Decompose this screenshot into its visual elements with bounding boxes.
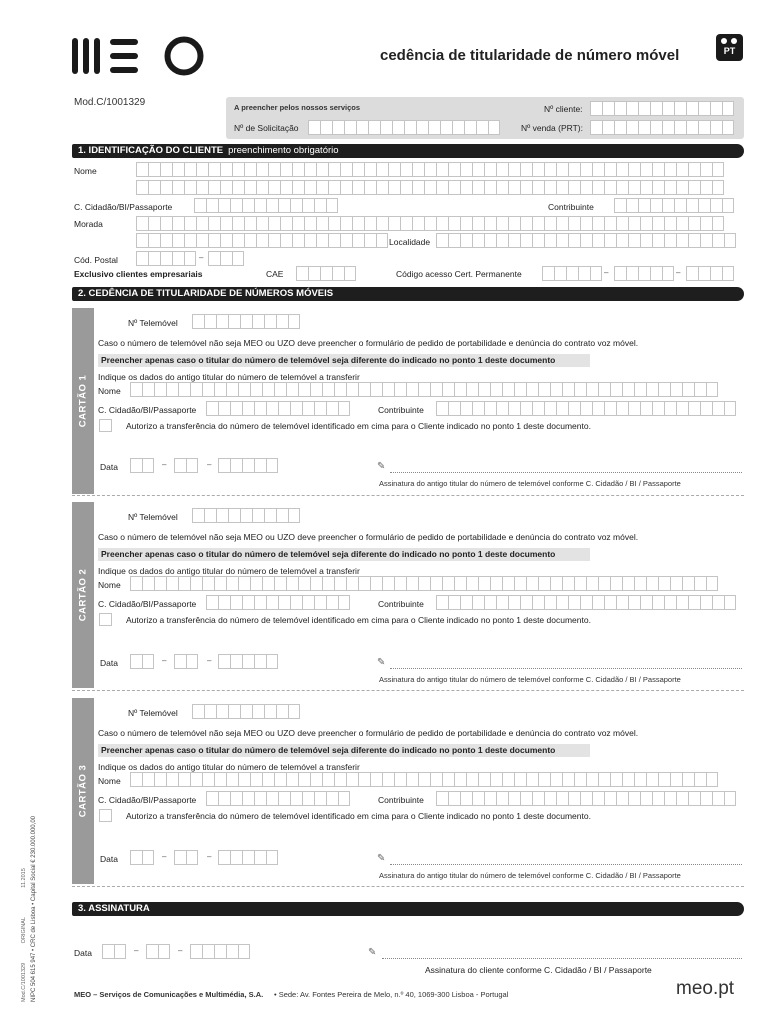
card1-id-field[interactable] — [206, 401, 350, 416]
card1-tab-label: CARTÃO 1 — [77, 374, 89, 428]
cert-code-field-b[interactable] — [614, 266, 674, 281]
section3-title: 3. ASSINATURA — [78, 903, 150, 914]
card2-date-day[interactable] — [130, 654, 154, 669]
card3-phone-label: Nº Telemóvel — [128, 708, 178, 718]
client-name-label: Nome — [74, 166, 97, 176]
card1-highlight: Preencher apenas caso o titular do número de telemóvel seja diferente do indicado no ponto 1 deste documento — [98, 354, 590, 367]
card2-phone-field[interactable] — [192, 508, 300, 523]
client-name-field-line1[interactable] — [136, 162, 724, 177]
card2-notice: Caso o número de telemóvel não seja MEO ou UZO deve preencher o formulário de pedido de portabilidade e denúncia do contrato voz móvel. — [98, 532, 639, 542]
pt-logo — [716, 34, 743, 61]
cert-code-label: Código acesso Cert. Permanente — [396, 269, 522, 279]
card2-id-field[interactable] — [206, 595, 350, 610]
card1-date-month[interactable] — [174, 458, 198, 473]
sale-number-label: Nº venda (PRT): — [521, 123, 583, 133]
side-date: 11.2015 — [21, 868, 27, 888]
client-number-field[interactable] — [590, 101, 734, 116]
final-signature-label: Assinatura do cliente conforme C. Cidadão / BI / Passaporte — [425, 965, 652, 975]
cert-code-field-c[interactable] — [686, 266, 734, 281]
card2-name-field[interactable] — [130, 576, 718, 591]
side-original: ORIGINAL — [21, 917, 27, 944]
client-number-label: Nº cliente: — [544, 104, 583, 114]
footer-company: MEO – Serviços de Comunicações e Multimédia, S.A. — [74, 990, 264, 999]
card2-tab — [72, 502, 94, 688]
final-date-year[interactable] — [190, 944, 250, 959]
client-name-field-line2[interactable] — [136, 180, 724, 195]
card3-taxpayer-field[interactable] — [436, 791, 736, 806]
services-heading: A preencher pelos nossos serviços — [234, 103, 361, 112]
client-taxpayer-label: Contribuinte — [548, 202, 594, 212]
pt-logo-dot-left — [721, 38, 727, 44]
pt-logo-text: PT — [723, 46, 736, 56]
card1-authorize-checkbox[interactable] — [99, 419, 112, 432]
card2-id-label: C. Cidadão/BI/Passaporte — [98, 599, 197, 609]
card1-signature-line[interactable] — [390, 472, 742, 473]
card3-authorize-checkbox[interactable] — [99, 809, 112, 822]
section2-header — [72, 287, 744, 301]
card1-name-label: Nome — [98, 386, 121, 396]
card3-indicate: Indique os dados do antigo titular do número de telemóvel a transferir — [98, 762, 360, 772]
card1-date-day[interactable] — [130, 458, 154, 473]
business-only-label: Exclusivo clientes empresariais — [74, 269, 203, 279]
card3-date-month[interactable] — [174, 850, 198, 865]
card2-highlight: Preencher apenas caso o titular do número de telemóvel seja diferente do indicado no ponto 1 deste documento — [98, 548, 590, 561]
card1-phone-field[interactable] — [192, 314, 300, 329]
footer-site: meo.pt — [676, 978, 735, 999]
card2-taxpayer-field[interactable] — [436, 595, 736, 610]
cert-code-field-a[interactable] — [542, 266, 602, 281]
card3-tab-label: CARTÃO 3 — [77, 764, 89, 818]
card2-signature-label: Assinatura do antigo titular do número de telemóvel conforme C. Cidadão / BI / Passaporte — [379, 675, 681, 684]
side-model: Mod.C/1001329 — [21, 962, 27, 1002]
client-taxpayer-field[interactable] — [614, 198, 734, 213]
card3-tab — [72, 698, 94, 884]
request-number-label: Nº de Solicitação — [234, 123, 299, 133]
final-date-day[interactable] — [102, 944, 126, 959]
card1-indicate: Indique os dados do antigo titular do número de telemóvel a transferir — [98, 372, 360, 382]
client-id-label: C. Cidadão/BI/Passaporte — [74, 202, 173, 212]
card3-date-day[interactable] — [130, 850, 154, 865]
model-number: Mod.C/1001329 — [74, 97, 146, 108]
section1-title: 1. IDENTIFICAÇÃO DO CLIENTE — [78, 145, 224, 156]
client-postal-label: Cód. Postal — [74, 255, 118, 265]
card3-name-label: Nome — [98, 776, 121, 786]
card1-pencil-icon: ✎ — [377, 461, 386, 472]
client-postal-field-b[interactable] — [208, 251, 244, 266]
client-postal-field-a[interactable] — [136, 251, 196, 266]
footer-address: • Sede: Av. Fontes Pereira de Melo, n.º 40, 1069-300 Lisboa - Portugal — [274, 990, 509, 999]
section1-header — [72, 144, 744, 158]
card1-taxpayer-field[interactable] — [436, 401, 736, 416]
card2-name-label: Nome — [98, 580, 121, 590]
card3-id-field[interactable] — [206, 791, 350, 806]
final-pencil-icon: ✎ — [368, 947, 377, 958]
card2-taxpayer-label: Contribuinte — [378, 599, 424, 609]
client-locality-field[interactable] — [436, 233, 736, 248]
final-date-label: Data — [74, 948, 92, 958]
page-title: cedência de titularidade de número móvel — [380, 47, 680, 64]
card3-date-year[interactable] — [218, 850, 278, 865]
card1-name-field[interactable] — [130, 382, 718, 397]
card3-date-label: Data — [100, 854, 118, 864]
final-date-month[interactable] — [146, 944, 170, 959]
card1-date-label: Data — [100, 462, 118, 472]
section2-title: 2. CEDÊNCIA DE TITULARIDADE DE NÚMEROS MÓVEIS — [78, 288, 334, 299]
card2-date-year[interactable] — [218, 654, 278, 669]
section3-header — [72, 902, 744, 916]
pt-logo-dot-right — [731, 38, 737, 44]
card2-authorize-text: Autorizo a transferência do número de telemóvel identificado em cima para o Cliente indicado no ponto 1 deste documento. — [126, 615, 591, 625]
card2-signature-line[interactable] — [390, 668, 742, 669]
card3-authorize-text: Autorizo a transferência do número de telemóvel identificado em cima para o Cliente indicado no ponto 1 deste documento. — [126, 811, 591, 821]
side-model-text — [21, 868, 27, 1002]
meo-logo — [70, 36, 208, 76]
card1-tab — [72, 308, 94, 494]
sale-number-field[interactable] — [590, 120, 734, 135]
client-address-field-line1[interactable] — [136, 216, 724, 231]
client-id-field[interactable] — [194, 198, 338, 213]
card1-id-label: C. Cidadão/BI/Passaporte — [98, 405, 197, 415]
client-address-label: Morada — [74, 219, 103, 229]
card1-date-year[interactable] — [218, 458, 278, 473]
card1-authorize-text: Autorizo a transferência do número de telemóvel identificado em cima para o Cliente indicado no ponto 1 deste documento. — [126, 421, 591, 431]
card3-signature-line[interactable] — [390, 864, 742, 865]
client-locality-label: Localidade — [389, 237, 431, 247]
card2-authorize-checkbox[interactable] — [99, 613, 112, 626]
card1-taxpayer-label: Contribuinte — [378, 405, 424, 415]
card2-indicate: Indique os dados do antigo titular do número de telemóvel a transferir — [98, 566, 360, 576]
card3-highlight: Preencher apenas caso o titular do número de telemóvel seja diferente do indicado no ponto 1 deste documento — [98, 744, 590, 757]
card2-phone-label: Nº Telemóvel — [128, 512, 178, 522]
cae-field[interactable] — [296, 266, 356, 281]
cae-label: CAE — [266, 269, 284, 279]
card2-date-month[interactable] — [174, 654, 198, 669]
card1-notice: Caso o número de telemóvel não seja MEO ou UZO deve preencher o formulário de pedido de portabilidade e denúncia do contrato voz móvel. — [98, 338, 639, 348]
card3-pencil-icon: ✎ — [377, 853, 386, 864]
card2-tab-label: CARTÃO 2 — [77, 568, 89, 622]
card1-signature-label: Assinatura do antigo titular do número de telemóvel conforme C. Cidadão / BI / Passaporte — [379, 479, 681, 488]
side-legal-text — [31, 816, 37, 1002]
card3-id-label: C. Cidadão/BI/Passaporte — [98, 795, 197, 805]
card3-name-field[interactable] — [130, 772, 718, 787]
card3-taxpayer-label: Contribuinte — [378, 795, 424, 805]
card3-signature-label: Assinatura do antigo titular do número de telemóvel conforme C. Cidadão / BI / Passaporte — [379, 871, 681, 880]
card2-pencil-icon: ✎ — [377, 657, 386, 668]
side-legal: NIPC 504 615 947 • CRC de Lisboa • Capital Social € 230.000.000,00 — [31, 816, 37, 1002]
card3-notice: Caso o número de telemóvel não seja MEO ou UZO deve preencher o formulário de pedido de portabilidade e denúncia do contrato voz móvel. — [98, 728, 639, 738]
card2-date-label: Data — [100, 658, 118, 668]
client-address-field-line2[interactable] — [136, 233, 388, 248]
final-signature-line[interactable] — [382, 958, 742, 959]
card1-phone-label: Nº Telemóvel — [128, 318, 178, 328]
section1-subtitle: preenchimento obrigatório — [228, 145, 339, 156]
request-number-field[interactable] — [308, 120, 500, 135]
card3-phone-field[interactable] — [192, 704, 300, 719]
